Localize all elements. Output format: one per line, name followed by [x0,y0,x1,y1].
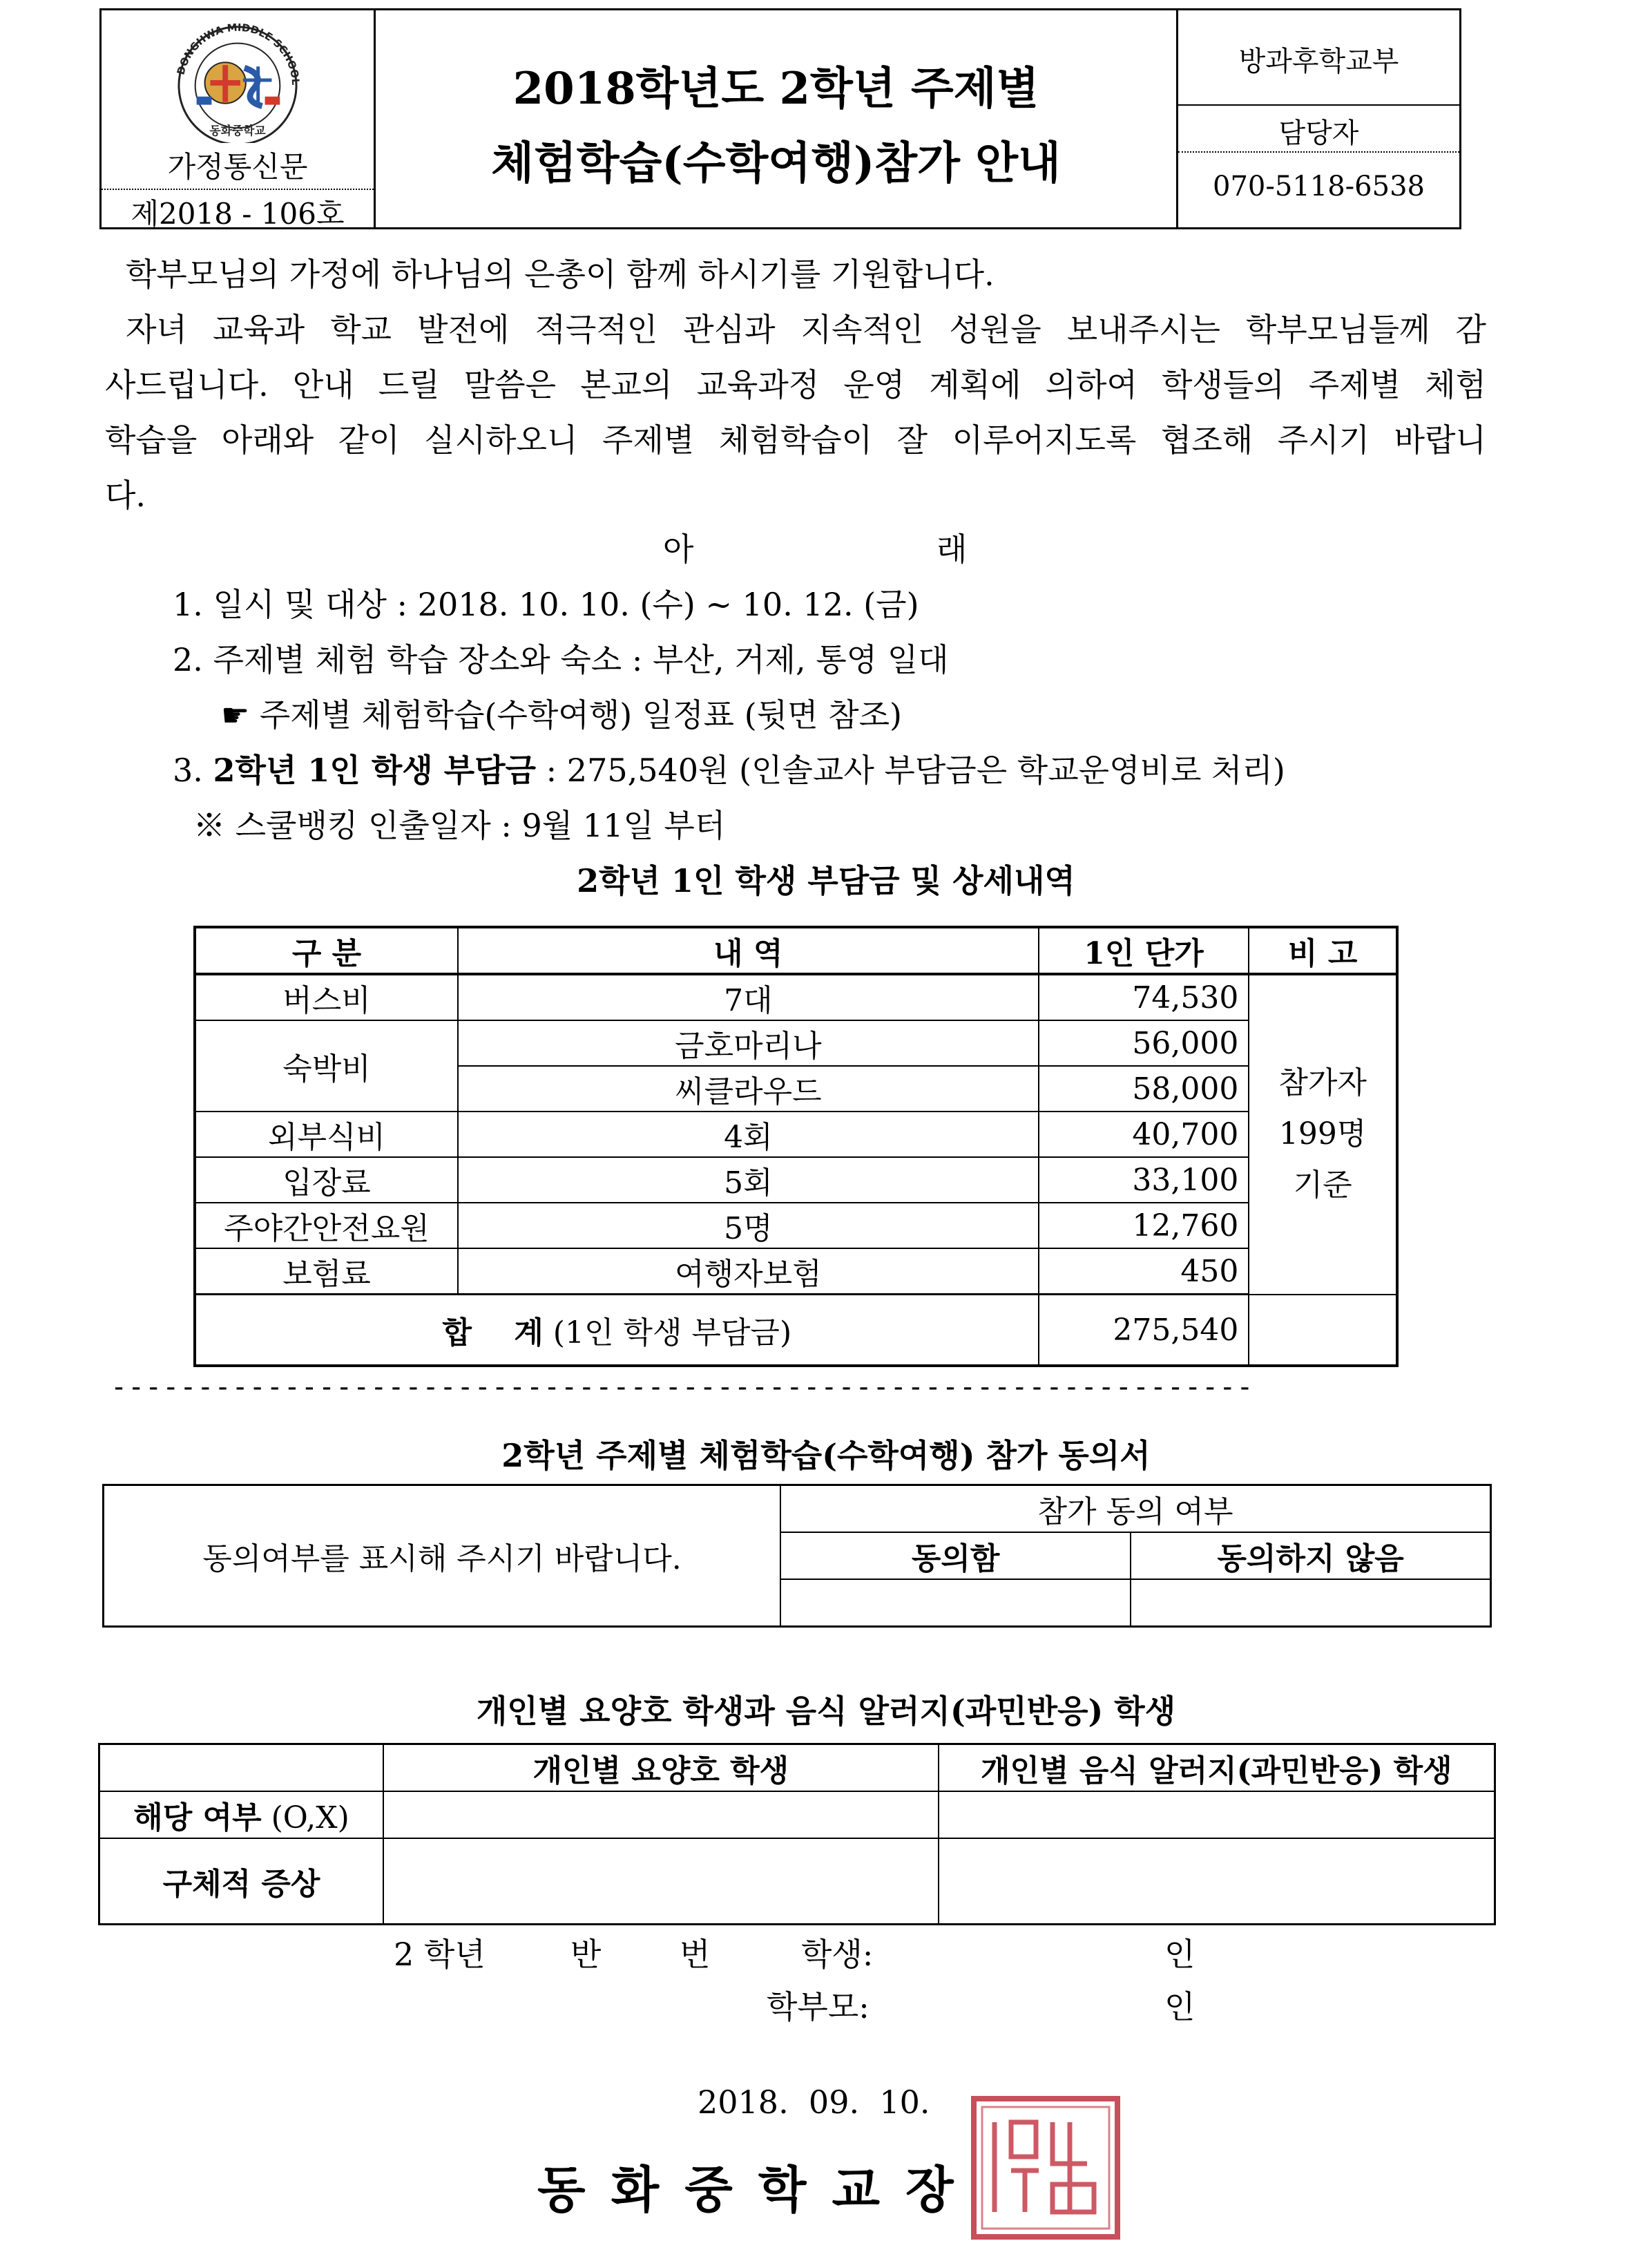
row-category: 주야간안전요원 [195,1203,458,1248]
row-price: 58,000 [1039,1066,1249,1112]
school-seal-stamp [970,2095,1122,2241]
row-detail: 금호마리나 [458,1020,1039,1066]
publication-label: 가정통신문 [167,150,308,184]
row-category: 숙박비 [195,1020,458,1112]
allergy-corner-cell [99,1744,384,1792]
total-remark-cell [1249,1295,1397,1366]
item-itinerary-note: ☛ 주제별 체험학습(수학여행) 일정표 (뒷면 참조) [221,696,902,734]
table-row [195,1157,1397,1203]
intro-line-4: 학습을 아래와 같이 실시하오니 주제별 체험학습이 잘 이루어지도록 협조해 주시기 바랍니 [105,421,1486,459]
consent-instruction: 동의여부를 표시해 주시기 바랍니다. [104,1485,781,1627]
consent-table [102,1484,1492,1628]
allergy-symptom-label: 구체적 증상 [99,1838,384,1924]
sign-parent-label: 학부모: [767,1988,870,2025]
row-category: 보험료 [195,1248,458,1295]
principal-name: 동 화 중 학 교 장 [537,2160,958,2219]
item-schedule: 1. 일시 및 대상 : 2018. 10. 10. (수) ~ 10. 12. (금) [173,586,919,623]
cut-line: ------------------------------------------------------------------ [111,1371,1254,1403]
cost-table-title: 2학년 1인 학생 부담금 및 상세내역 [577,862,1075,899]
total-value: 275,540 [1039,1295,1249,1366]
item-location: 2. 주제별 체험 학습 장소와 숙소 : 부산, 거제, 통영 일대 [173,641,949,678]
header-detail: 내 역 [458,927,1039,974]
cost-table [193,926,1399,1367]
row-detail: 7대 [458,974,1039,1020]
row-price: 40,700 [1039,1112,1249,1157]
sign-parent-seal: 인 [1164,1988,1195,2025]
header-right-cell [1176,10,1459,227]
logo-bottom-text: 동화중학교 [209,124,266,138]
table-row [195,974,1397,1020]
notice-heading-left: 아 [663,531,694,568]
header-right-divider [1178,104,1459,106]
allergy-header-row [99,1744,1495,1792]
withdrawal-note: ※ 스쿨뱅킹 인출일자 : 9월 11일 부터 [193,807,726,844]
notice-heading-right: 래 [937,531,968,568]
sign-student-seal: 인 [1164,1936,1195,1973]
table-row [195,1112,1397,1157]
consent-agree-checkbox[interactable] [780,1579,1131,1626]
header-right-dotted-divider [1178,151,1459,153]
row-price: 450 [1039,1248,1249,1295]
allergy-care-applicable-field[interactable] [383,1791,939,1838]
intro-line-5: 다. [105,477,146,514]
intro-line-1: 학부모님의 가정에 하나님의 은총이 함께 하시기를 기원합니다. [126,256,995,293]
allergy-food-symptom-field[interactable] [939,1838,1495,1924]
item-fee-prefix: 3. [173,752,213,789]
row-detail: 4회 [458,1112,1039,1157]
total-label-bold: 합 계 [442,1315,544,1351]
department-label: 방과후학교부 [1238,46,1399,77]
header-price: 1인 단가 [1039,927,1249,974]
row-detail: 여행자보험 [458,1248,1039,1295]
remark-line-3: 기준 [1293,1167,1352,1203]
row-detail: 씨클라우드 [458,1066,1039,1112]
allergy-food-applicable-field[interactable] [939,1791,1495,1838]
allergy-applicable-row [99,1791,1495,1838]
total-row [195,1295,1397,1366]
intro-line-2: 자녀 교육과 학교 발전에 적극적인 관심과 지속적인 성원을 보내주시는 학부모님들께 감 [126,311,1486,348]
issue-date: 2018. 09. 10. [698,2083,930,2121]
row-category: 버스비 [195,974,458,1020]
consent-group-header: 참가 동의 여부 [780,1485,1491,1533]
row-detail: 5명 [458,1203,1039,1248]
contact-label: 담당자 [1278,117,1359,149]
allergy-col-care: 개인별 요양호 학생 [383,1744,939,1792]
sign-number: 번 [680,1936,711,1973]
row-price: 33,100 [1039,1157,1249,1203]
header-category: 구 분 [195,927,458,974]
consent-agree-label: 동의함 [780,1532,1131,1579]
sign-class: 반 [570,1936,602,1973]
title-line-1: 2018학년도 2학년 주제별 [512,63,1039,115]
header-divider [102,189,374,190]
consent-disagree-checkbox[interactable] [1131,1579,1490,1626]
allergy-col-food: 개인별 음식 알러지(과민반응) 학생 [939,1744,1495,1792]
logo-ring-text: DONGHWA MIDDLE SCHOOL [175,21,302,86]
cost-table-header-row [195,927,1397,974]
header-left-cell [102,10,376,231]
allergy-title: 개인별 요양호 학생과 음식 알러지(과민반응) 학생 [476,1692,1176,1730]
title-line-2: 체험학습(수학여행)참가 안내 [491,137,1061,189]
row-price: 56,000 [1039,1020,1249,1066]
school-logo [162,20,313,143]
row-detail: 5회 [458,1157,1039,1203]
intro-line-3: 사드립니다. 안내 드릴 말씀은 본교의 교육과정 운영 계획에 의하여 학생들의 주제별 체험 [105,366,1486,403]
allergy-care-symptom-field[interactable] [383,1838,939,1924]
item-fee-label: 2학년 1인 학생 부담금 [213,752,537,789]
sign-student-label: 학생: [801,1936,874,1973]
total-label-note: (1인 학생 부담금) [543,1315,792,1351]
row-price: 74,530 [1039,974,1249,1020]
allergy-applicable-text: 해당 여부 [133,1800,262,1835]
row-price: 12,760 [1039,1203,1249,1248]
remark-line-2: 199명 [1278,1116,1367,1152]
allergy-applicable-suffix: (O,X) [261,1800,349,1835]
consent-title: 2학년 주제별 체험학습(수학여행) 참가 동의서 [501,1437,1151,1474]
consent-header-row [104,1485,1491,1533]
allergy-applicable-label [99,1791,384,1838]
header-remark: 비 고 [1249,927,1397,974]
item-fee-detail: : 275,540원 (인솔교사 부담금은 학교운영비로 처리) [536,752,1285,789]
total-label [195,1295,1039,1366]
remark-line-1: 참가자 [1278,1065,1367,1101]
letter-header [99,8,1461,229]
table-row [195,1248,1397,1295]
remark-cell [1249,974,1397,1295]
allergy-table [98,1743,1496,1925]
consent-disagree-label: 동의하지 않음 [1131,1532,1490,1579]
table-row [195,1203,1397,1248]
row-category: 입장료 [195,1157,458,1203]
item-student-fee [173,743,1285,797]
allergy-symptom-row [99,1838,1495,1924]
table-row [195,1020,1397,1066]
issue-number: 제2018 - 106호 [131,197,345,231]
sign-grade: 2 학년 [394,1936,486,1973]
contact-phone: 070-5118-6538 [1213,171,1425,202]
row-category: 외부식비 [195,1112,458,1157]
